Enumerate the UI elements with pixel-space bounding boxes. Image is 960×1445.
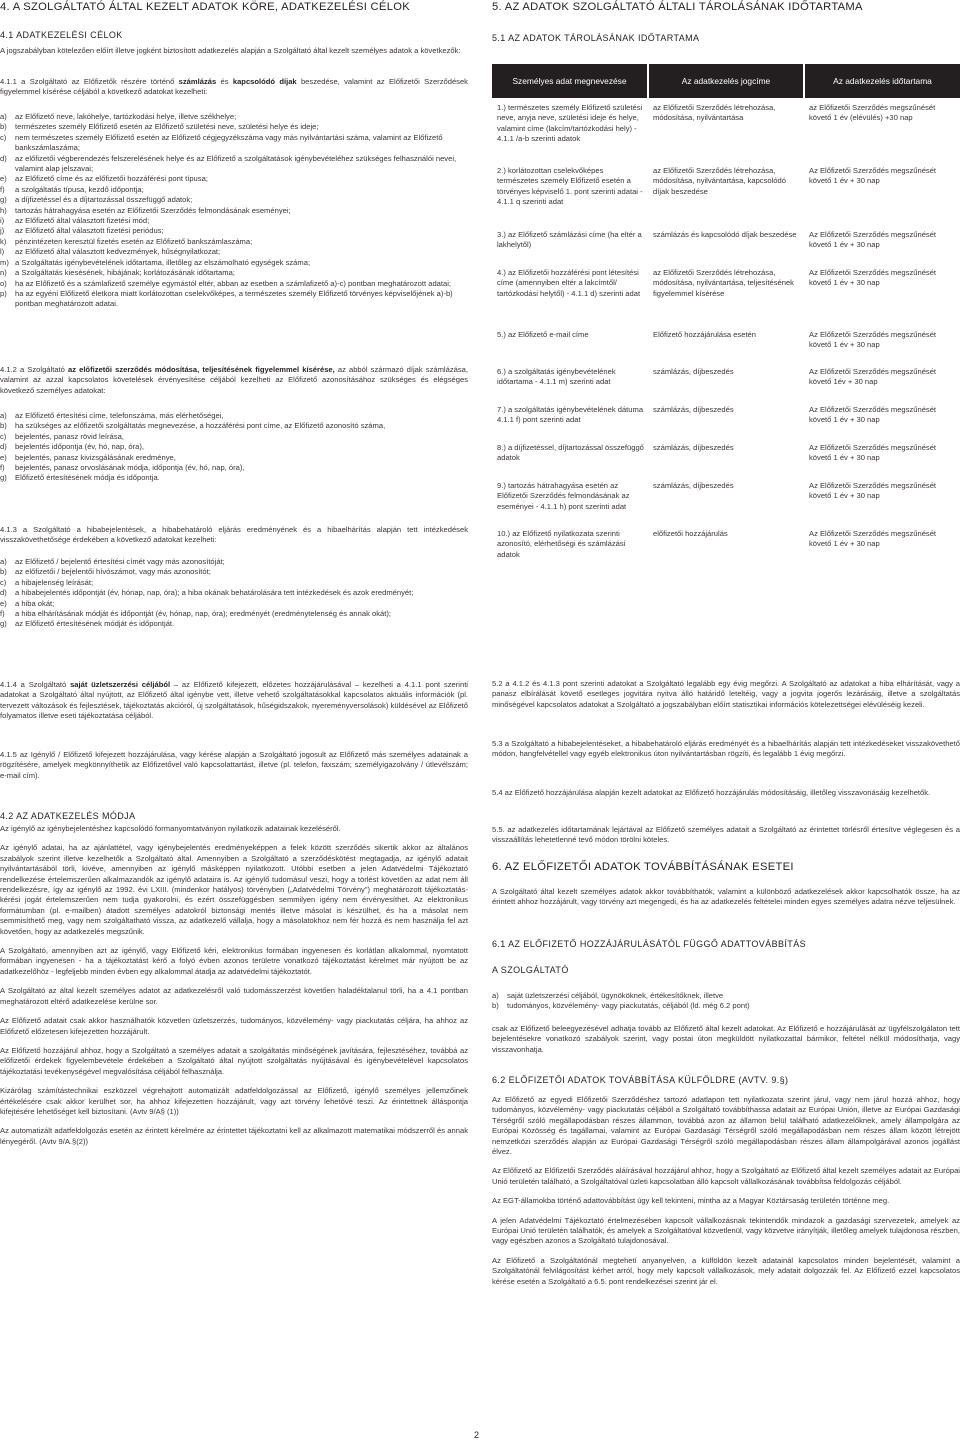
list-item-text: az Előfizető címe és az előfizetői hozzáférési pont típusa;	[15, 174, 208, 184]
list-item-text: természetes személy Előfizető esetén az Előfizető születési neve, születési helye és ideje;	[15, 122, 319, 132]
table-cell: 10.) az Előfizető nyilatkozata szerinti azonosító, elérhetőségi és számlázási adatok	[497, 529, 626, 559]
para-4-1-3: 4.1.3 a Szolgáltató a hibabejelentések, a hibabehatároló eljárás eredményének és a hibaelhárítás alapján tett intézkedések visszakövethetősége érdekében a következő adatokat kezelheti:	[0, 525, 468, 545]
list-item-text: a szolgáltatás típusa, kezdő időpontja;	[15, 184, 144, 194]
list-item	[0, 567, 468, 577]
para-5-3: 5.3 a Szolgáltató a hibabejelentéseket, a hibabehatároló eljárás eredményét és a hibaelhárítás alapján tett intézkedéseket visszakövethető módon, hangfelvétellel vagy egyéb elektronikus úton nyilvántartásban rögzíti, és legalább 1 évig megőrzi.	[492, 739, 960, 759]
para-5-5: 5.5. az adatkezelés időtartamának lejártával az Előfizető személyes adatait a Szolgáltató az érintettet törlésről értesítve véglegesen és a visszaállítás lehetetlenné tevő módon törölni köteles.	[492, 825, 960, 845]
table-row	[492, 405, 960, 443]
list-item-marker: h)	[0, 205, 7, 215]
list-item-text: a hiba okát;	[15, 598, 55, 608]
section-6-2-body	[492, 1095, 960, 1296]
list-item	[0, 216, 468, 226]
table-cell: 2.) korlátozottan cselekvőképes természetes személy Előfizető esetén a törvényes képviselő 1. pont szerinti adatai - 4.1.1 q szerinti adat	[497, 166, 643, 207]
table-cell: 3.) az Előfizető számlázási címe (ha eltér a lakhelytől)	[497, 230, 642, 250]
list-6-1	[492, 991, 960, 1012]
table-cell: számlázás és kapcsolódó díjak beszedése	[653, 230, 797, 239]
para-4-1-1: 4.1.1 a Szolgáltató az Előfizetők részére történő számlázás és kapcsolódó díjak beszedése, valamint az Előfizetői Szerződések figyelemmel kísérése céljából a következő adatokat kezelheti:	[0, 77, 468, 97]
paragraph: A Szolgáltató az által kezelt személyes adatot az adatkezelésről való tudomásszerzést követően haladéktalanul törli, ha a 4.1 pontban meghatározott eltérő adatkezelése kerülne sor.	[0, 986, 468, 1006]
list-item	[0, 442, 468, 452]
list-4-1-2	[0, 411, 468, 484]
table-cell: az Előfizetői Szerződés létrehozása, módosítása, nyilvántartása, kapcsolódó díjak beszedése	[653, 166, 786, 196]
list-item-text: bejelentés, panasz kivizsgálásának eredménye,	[15, 452, 176, 462]
section-6-intro: A Szolgáltató által kezelt személyes adatok akkor továbbíthatók, valamint a különböző adatkezelések akkor kapcsolhatók össze, ha az érintett ahhoz hozzájárult, vagy törvény azt megengedi, és ha az adatkezelés feltételei minden egyes személyes adatra nézve teljesülnek.	[492, 887, 960, 907]
paragraph: Az Előfizető az Előfizetői Szerződés aláírásával hozzájárul ahhoz, hogy a Szolgáltató az Előfizető által kezelt személyes adatait az Európai Unió területén található, a Szolgáltatóval üzleti kapcsolatban álló kapcsolt vállalkozásának továbbítsa feldolgozás céljából.	[492, 1166, 960, 1186]
list-item-text: Előfizető értesítésének módja és időpontja.	[15, 473, 160, 483]
table-cell: számlázás, díjbeszedés	[653, 405, 734, 414]
list-item-text: nem természetes személy Előfizető esetén az Előfizető cégjegyzékszáma vagy más nyilvántartási száma, valamint az Előfizető bankszámlaszáma;	[15, 132, 443, 153]
list-item-marker: e)	[0, 452, 7, 462]
section-5-title: 5. AZ ADATOK SZOLGÁLTATÓ ÁLTALI TÁROLÁSÁNAK IDŐTARTAMA	[492, 1, 863, 13]
table-row	[492, 268, 960, 330]
paragraph: Az Előfizető adatait csak akkor használhatók közvetlen üzletszerzés, tudományos, közvélemény- vagy piackutatás céljára, ha ahhoz az Előfizető előzetesen kifejezetten hozzájárult.	[0, 1016, 468, 1036]
list-item-marker: g)	[0, 473, 7, 483]
list-item-marker: e)	[0, 598, 7, 608]
list-item	[0, 453, 468, 463]
para-5-2: 5.2 a 4.1.2 és 4.1.3 pont szerinti adatokat a Szolgáltató legalább egy évig megőrzi. A Szolgáltató az adatokat a hiba elhárítását, vagy a panasz elbírálását követő esetleges jogvitára nyitva álló határidő leteltéig, vagy a jogvita jogerős lezárásáig, illetve a szolgáltatás minőségével kapcsolatos adatokat a Szolgáltató a jogszabályban előírt statisztikai információs kötelezettségei elévüléséig kezeli.	[492, 679, 960, 709]
list-item	[0, 258, 468, 268]
para-4-1-5: 4.1.5 az Igénylő / Előfizető kifejezett hozzájárulása, vagy kérése alapján a Szolgáltató jogosult az Előfizető más személyes adatainak a rögzítésére, amelyek megkönnyíthetik az Előfizetővel való kapcsolattartást, illetve (pl. telefon, faxszám; személyigazolvány / útlevélszám; e-mail cím).	[0, 750, 468, 780]
table-cell: Az Előfizetői Szerződés megszűnését követő 1 év + 30 nap	[809, 405, 937, 425]
paragraph: Az Előfizető az egyedi Előfizetői Szerződéshez tartozó adatlapon tett nyilatkozata szerint járul, vagy nem járul hozzá ahhoz, hogy tudományos, közvélemény- vagy piackutatás céljából a Szolgáltató továbbíthassa adatait az Európai Unión, illetve az Európai Gazdasági Térségről szóló megállapodásban részes állammon, továbbá azon az államon belül található adatkezelőknek, amely állampolgára az Európai Közösség és tagállamai, valamint az Európai Gazdasági Térségről szóló megállapodásban nem részes állam között létrejött nemzetközi szerződés alapján az Európai Gazdasági Térségről szóló megállapodásban részes állam állampolgárával azonos jogállást élvez.	[492, 1095, 960, 1157]
table-row	[492, 443, 960, 481]
table-cell: Az Előfizetői Szerződés megszűnését követő 1év + 30 nap	[809, 367, 937, 387]
table-cell: 9.) tartozás hátrahagyása esetén az Előfizetői Szerződés felmondásának az eseményei - 4.1.1 h) pont szerinti adat	[497, 481, 630, 511]
list-item-marker: n)	[0, 268, 7, 278]
para-4-1-4: 4.1.4 a Szolgáltató saját üzletszerzési céljából – az Előfizető kifejezett, előzetes hozzájárulásával – kezelheti a 4.1.1 pont szerinti adatokat a Szolgáltató által nyújtott, az Előfizető által igénybe vett, illetve vehető szolgáltatásokkal kapcsolatos aktuális információk (pl. tervezett változások és fejlesztések, tájékoztatás akcióról, új szolgáltatások, hűségidszakok, nyereményversolások) küldésével az Előfizető folyamatos illetve eseti tájékoztatása céljából.	[0, 680, 468, 721]
list-item-marker: d)	[0, 153, 7, 163]
list-item	[0, 237, 468, 247]
list-item-text: a Szolgáltatás kiesésének, hibájának; korlátozásának időtartama;	[15, 268, 235, 278]
section-4-2-title: 4.2 AZ ADATKEZELÉS MÓDJA	[0, 811, 136, 821]
list-item-marker: c)	[0, 132, 7, 142]
list-item-text: az Előfizető által választott fizetési periódus;	[15, 226, 164, 236]
paragraph: Kizárólag számítástechnikai eszközzel végrehajtott automatizált adatfeldolgozással az Előfizető, igénylő személyes jellemzőinek értékelésére csak akkor kerülhet sor, ha ahhoz kifejezetten hozzájárult, vagy azt törvény lehetővé teszi. Az érintettnek álláspontja kifejtésére lehetőséget kell biztosítani. (Avtv 9/A§ (1))	[0, 1086, 468, 1116]
table-cell: számlázás, díjbeszedés	[653, 443, 734, 452]
list-item-text: saját üzletszerzési céljából, ügynököknek, értékesítőknek, illetve	[507, 991, 724, 1000]
list-item-marker: f)	[0, 463, 5, 473]
list-item	[0, 185, 468, 195]
list-item	[0, 226, 468, 236]
retention-table	[492, 64, 960, 569]
list-item-text: a hiba elhárításának módját és időpontját (év, hónap, nap, óra); eredményét (eredménytelenség és annak okát);	[15, 609, 391, 619]
list-item-marker: f)	[0, 609, 5, 619]
para-4-1-2: 4.1.2 a Szolgáltató az előfizetői szerződés módosítása, teljesítésének figyelemmel kísérése, az abból származó díjak számlázása, valamint az azzal kapcsolatos követelések érvényesítése céljából kezelheti az Előfizető azonosításához szükséges és elégséges következő személyes adatokat:	[0, 365, 468, 395]
table-cell: 1.) természetes személy Előfizető születési neve, anyja neve, születési ideje és helye, valamint címe (lakcím/tartózkodási hely) - 4.1.1 /a-b szerinti adatok	[497, 103, 643, 144]
list-item-marker: g)	[0, 619, 7, 629]
table-cell: 8.) a díjfizetéssel, díjtartozással összefüggő adatok	[497, 443, 644, 463]
list-item	[0, 588, 468, 598]
paragraph: A jelen Adatvédelmi Tájékoztató értelmezésében kapcsolt vállalkozásnak tekintendők mindazok a gazdasági szervezetek, amelyek az Európai Unió területén találhatók, és amelyek a Szolgáltatóval közvetlenül, vagy közvetve irányítják, illetőleg amelyek tulajdonosa részben, vagy egészben azonos a Szolgáltató tulajdonosával.	[492, 1215, 960, 1246]
section-4-title: 4. A SZOLGÁLTATÓ ÁLTAL KEZELT ADATOK KÖRE, ADATKEZELÉSI CÉLOK	[0, 1, 410, 13]
list-item-text: az Előfizető által választott fizetési mód;	[15, 216, 150, 226]
list-item	[0, 174, 468, 184]
table-cell: az Előfizetői Szerződés megszűnését követő 1 év (elévülés) +30 nap	[809, 103, 936, 123]
list-item-text: tudományos, közvélemény- vagy piackutatás, céljából (ld. még 6.2 pont)	[507, 1001, 750, 1011]
section-6-1-sub: A SZOLGÁLTATÓ	[492, 965, 569, 975]
list-item-marker: a)	[492, 991, 499, 1000]
list-item-text: az Előfizető értesítési címe, telefonszáma, más elérhetőségei,	[15, 411, 224, 420]
table-cell: az Előfizetői Szerződés létrehozása, módosítása, nyilvántartása	[653, 103, 776, 123]
list-item	[0, 411, 468, 421]
table-cell: számlázás, díjbeszedés	[653, 367, 734, 376]
section-6-title: 6. AZ ELŐFIZETŐI ADATOK TOVÁBBÍTÁSÁNAK ESETEI	[492, 861, 794, 873]
paragraph: Az Előfizető a Szolgáltatónál megtehetí anyanyelven, a külföldön kezelt adatainál kapcsolatos minden bejelentését, valamint a Szolgáltatónál felvilágosítást kérhet arról, hogy mely kapcsolt vállalkozások, mely adatait dolgozzák fel. Az Előfizető ezzel kapcsolatos kérése esetén a Szolgáltató a 6.5. pont rendelkezései szerint jár el.	[492, 1255, 960, 1286]
table-cell: az Előfizetői Szerződés létrehozása, módosítása, nyilvántartása, teljesítésének figyelemmel kísérése	[653, 268, 794, 298]
list-item	[0, 557, 468, 567]
list-item	[0, 609, 468, 619]
list-item	[0, 473, 468, 483]
table-cell: Az Előfizetői Szerződés megszűnését követő 1 év + 30 nap	[809, 481, 937, 501]
list-item-text: ha szükséges az előfizetői szolgáltatás megnevezése, a hozzáférési pont címe, az Előfizető azonosító száma,	[15, 421, 386, 431]
paragraph: A Szolgáltató, amennyiben azt az igénylő, vagy Előfizető kéri, elektronikus formában ingyenesen és korlátlan alkalommal, nyomtatott formában ingyenesen - ha a tájékoztatást kérő a folyó évben azonos területre vonatkozó tájékoztatást kérelmet már nyújtott be az adatkezelőhöz - legfeljebb minden évben egy alkalommal átadja az adatvédelmi tájékoztatót.	[0, 946, 468, 976]
list-item	[0, 112, 468, 122]
list-item	[0, 463, 468, 473]
table-cell: Az Előfizetői Szerződés megszűnését követő 1 év + 30 nap	[809, 166, 937, 186]
table-row	[492, 166, 960, 230]
table-row	[492, 98, 960, 166]
paragraph: Az igénylő adatai, ha az ajánlattétel, vagy igénybejelentés eredményeképpen a felek között szerződés sikertik akkor az általános szabályok szerint illetve kezelhetők a Szolgáltató által. Amennyiben a Szolgáltató a szerződéskötést megtagadja, az igénylő adatait nyilvántartásából törli, kivéve, amennyiben az igénylő másképpen nyilatkozott. Utóbbi esetben a jelen Adatvédelmi Tájékoztató rendelkezése értelemszerűen alkalmazandók az igénylő adataira is. Az igénylő tudomásul veszi, hogy a törlést követően az adat nem áll rendelkezésre, így az igénylő az 1992. évi LXIII. (mindenkor hatályos) törvényben („Adatvédelmi Törvény") meghatározott tájékoztatás-kérési jogát értelemszerűen nem tudja gyakorolni, és ezért összefüggésben semmilyen igény nem érvényesíthet. Az elektronikus formátumban (pl. e-mailben) átadott személyes adatokról biztonsági mentés illetve másolat is készülhet, és ha a másolat nem semmisíthető meg, vagy nem szolgáltatható vissza, az adatkezelő vállalja, hogy a másolatokhoz nem fér hozzá és nem használja fel azt követően, hogy az adatkezelés megszűnik.	[0, 843, 468, 936]
list-item-text: az előfizetői / bejelentői hívószámot, vagy más azonosítót;	[15, 567, 211, 577]
list-item-text: ha az Előfizető és a számlafizető személye egymástól eltér, abban az esetben a számlafizető a)-c) pontban meghatározott adatai;	[15, 278, 452, 288]
list-item	[0, 247, 468, 257]
list-item-marker: f)	[0, 184, 5, 194]
table-row	[492, 481, 960, 529]
list-item	[0, 432, 468, 442]
list-item	[492, 991, 960, 1001]
table-row	[492, 330, 960, 367]
list-item-marker: m)	[0, 257, 9, 267]
list-item-text: bejelentés időpontja (év, hó, nap, óra),	[15, 442, 145, 452]
list-item-marker: b)	[492, 1001, 499, 1011]
list-item-text: a díjfizetéssel és a díjtartozással összefüggő adatok;	[15, 195, 193, 205]
section-4-1-intro: A jogszabályban kötelezően előírt illetve jogként biztosított adatkezelés alapján a Szolgáltató által kezelt személyes adatok a következők:	[0, 46, 461, 55]
section-6-2-title: 6.2 ELŐFIZETŐI ADATOK TOVÁBBÍTÁSA KÜLFÖLDRE (AVTV. 9.§)	[492, 1075, 789, 1085]
list-item-text: az Előfizető / bejelentő értesítési címét vagy más azonosítóját;	[15, 557, 225, 566]
section-4-2-body	[0, 824, 468, 1156]
list-item-text: a hibajelenség leírását;	[15, 577, 94, 587]
list-item	[492, 1001, 960, 1011]
list-item-marker: a)	[0, 411, 7, 420]
list-item	[0, 206, 468, 216]
list-item-marker: j)	[0, 226, 5, 236]
list-item-marker: d)	[0, 442, 7, 452]
table-cell: 4.) az Előfizetői hozzáférési pont létesítési címe (amennyiben eltér a lakcímtől/ tartózkodási helytől) - 4.1.1 d) szerinti adat	[497, 268, 641, 298]
table-cell: előfizetői hozzájárulás	[653, 529, 728, 538]
list-item-marker: l)	[0, 247, 5, 257]
table-row	[492, 367, 960, 405]
table-cell: számlázás, díjbeszedés	[653, 481, 734, 490]
section-4-1-title: 4.1 ADATKEZELÉSI CÉLOK	[0, 30, 123, 40]
list-item-text: az Előfizető értesítésének módját és időpontját.	[15, 619, 175, 629]
table-row	[492, 529, 960, 569]
table-cell: 5.) az Előfizető e-mail címe	[497, 330, 589, 339]
list-4-1-1	[0, 112, 468, 310]
list-item-marker: a)	[0, 112, 7, 121]
list-item-marker: b)	[0, 421, 7, 431]
list-item-text: bejelentés, panasz rövid leírása,	[15, 431, 124, 441]
list-item	[0, 578, 468, 588]
list-item-marker: k)	[0, 236, 7, 246]
list-item-marker: i)	[0, 216, 5, 226]
list-item-marker: p)	[0, 288, 7, 298]
table-cell: Az Előfizetői Szerződés megszűnését követő 1 év + 30 nap	[809, 529, 937, 549]
table-cell: Előfizető hozzájárulása esetén	[653, 330, 757, 339]
list-item-marker: e)	[0, 174, 7, 184]
table-cell: 6.) a szolgáltatás igénybevételének időtartama - 4.1.1 m) szerinti adat	[497, 367, 616, 387]
list-item	[0, 122, 468, 132]
list-item-text: ha az egyéni Előfizető életkora miatt korlátozottan cselekvőképes, a természetes személy Előfizető törvényes képviselőjének a)-b) pontban meghatározott adatai.	[15, 288, 453, 309]
list-item-text: a Szolgáltatás igénybevételének időtartama, illetőleg az elszámolható egységek száma;	[15, 257, 311, 267]
list-item-text: bejelentés, panasz orvoslásának módja, időpontja (év, hó, nap, óra),	[15, 463, 245, 473]
list-item-text: az előfizetői végberendezés felszerelésének helye és az Előfizető a szolgáltatások igénybevételéhez szükséges felhasználói nevei, valamint alap jelszavai;	[15, 153, 457, 174]
list-item	[0, 279, 468, 289]
list-item-text: pénzintézeten keresztül fizetés esetén az Előfizető bankszámlaszáma;	[15, 236, 253, 246]
table-row	[492, 230, 960, 268]
table-cell: Az Előfizetői Szerződés megszűnését követő 1 év + 30 nap	[809, 268, 937, 288]
list-item	[0, 133, 468, 154]
table-cell: Az Előfizetői Szerződés megszűnését követő 1 év + 30 nap	[809, 330, 937, 350]
list-item	[0, 195, 468, 205]
table-cell: 7.) a szolgáltatás igénybevételének dátuma 4.1.1 f) pont szerinti adat	[497, 405, 644, 425]
para-5-4: 5.4 az Előfizető hozzájárulása alapján kezelt adatokat az Előfizető hozzájárulás módosításáig, illetőleg visszavonásáig kezelhetők.	[492, 788, 931, 797]
list-item	[0, 599, 468, 609]
table-cell: Az Előfizetői Szerződés megszűnését követő 1 év + 30 nap	[809, 443, 937, 463]
list-item-text: a hibabejelentés időpontját (év, hónap, nap, óra); a hiba okának behatárolására tett intézkedések és azok eredményét;	[15, 588, 414, 598]
page-number: 2	[474, 1430, 480, 1440]
section-6-1-title: 6.1 AZ ELŐFIZETŐ HOZZÁJÁRULÁSÁTÓL FÜGGŐ ADATTOVÁBBÍTÁS	[492, 939, 806, 949]
list-4-1-3	[0, 557, 468, 630]
paragraph: Az automatizált adatfeldolgozás esetén az érintett kérelmére az érintettet tájékoztatni kell az alkalmazott matematikai módszerről és annak lényegéről. (Avtv 9/A.§(2))	[0, 1126, 468, 1146]
table-cell: Az Előfizetői Szerződés megszűnését követő 1 év + 30 nap	[809, 230, 937, 250]
list-item	[0, 268, 468, 278]
table-header-legal-basis: Az adatkezelés jogcíme	[648, 64, 804, 98]
list-item-marker: o)	[0, 278, 7, 288]
list-item-marker: c)	[0, 431, 7, 441]
list-item-marker: c)	[0, 577, 7, 587]
list-item	[0, 619, 468, 629]
paragraph: Az EGT-államokba történő adattovábbítást úgy kell tekinteni, mintha az a Magyar Köztársaság területén történne meg.	[492, 1196, 890, 1206]
list-item-marker: a)	[0, 557, 7, 566]
table-header-data-name: Személyes adat megnevezése	[492, 64, 648, 98]
list-item	[0, 289, 468, 310]
list-item-marker: g)	[0, 195, 7, 205]
section-5-1-title: 5.1 AZ ADATOK TÁROLÁSÁNAK IDŐTARTAMA	[492, 33, 700, 43]
paragraph: Az igénylő az igénybejelentéshez kapcsolódó formanyomtatványon nyilatkozik adatainak kezeléséről.	[0, 824, 341, 833]
paragraph: Az Előfizető hozzájárul ahhoz, hogy a Szolgáltató a személyes adatait a szolgáltatás minőségének javítására, fejlesztéséhez, továbbá az előfizetői érdekek figyelembevétele érdekében a Szolgáltató által nyújtott szolgáltatás nyújtásával és igénybevételével kapcsolatos tájékoztatási tevékenységével megvalósítása céljából felhasználja.	[0, 1045, 468, 1076]
list-item-text: az Előfizető neve, lakóhelye, tartózkodási helye, illetve székhelye;	[15, 112, 237, 121]
list-item-text: tartozás hátrahagyása esetén az Előfizetői Szerződés felmondásának eseményei;	[15, 205, 291, 215]
list-item-marker: d)	[0, 588, 7, 598]
list-item	[0, 421, 468, 431]
list-item-marker: b)	[0, 122, 7, 132]
list-item-text: az Előfizető által választott kedvezmények, hűségnyilatkozat;	[15, 247, 221, 257]
table-header-duration: Az adatkezelés időtartama	[804, 64, 960, 98]
para-6-1-b: csak az Előfizető beleegyezésével adhatja tovább az Előfizető által kezelt adatokat. Az Előfizető e hozzájárulását az ügyfélszolgálaton tett bejelentésekre vonatkozó szabályok szerint, vagy postai úton megküldött nyilatkozattal bármikor, feltétel nélkül módosíthatja, vagy visszavonhatja.	[492, 1024, 960, 1054]
list-item-marker: b)	[0, 567, 7, 577]
list-item	[0, 154, 468, 175]
